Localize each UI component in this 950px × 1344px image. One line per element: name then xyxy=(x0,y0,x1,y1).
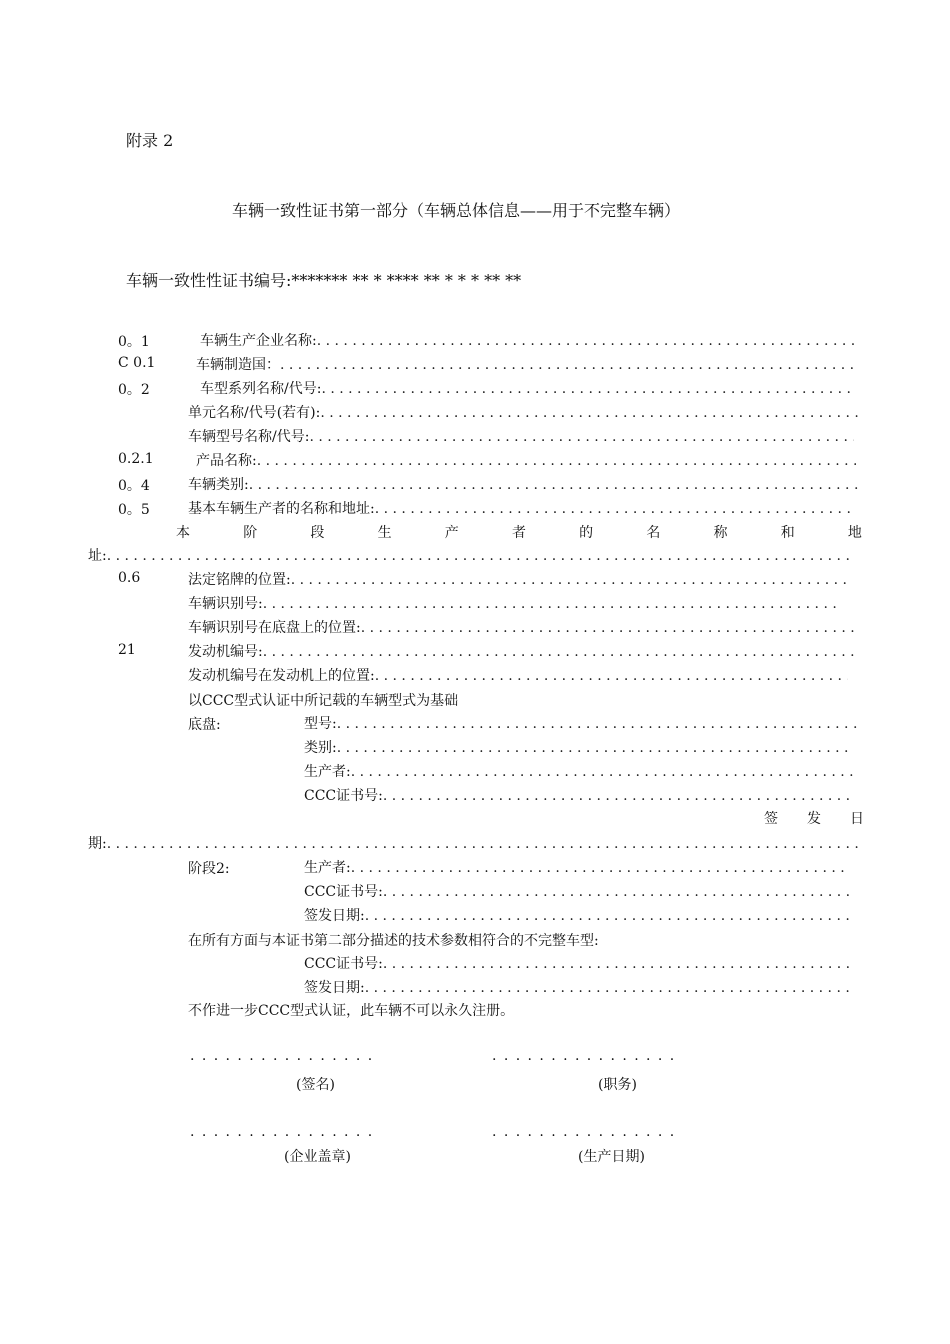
field-label: 型号: xyxy=(304,716,337,732)
leader-dots xyxy=(365,978,854,998)
spread-char: 阶 xyxy=(243,525,258,541)
field-vin-location xyxy=(188,618,860,638)
registration-note: 不作进一步CCC型式认证，此车辆不可以永久注册。 xyxy=(188,1003,515,1019)
spread-char: 签 xyxy=(764,811,778,827)
field-label: 发动机编号: xyxy=(188,644,263,660)
leader-dots xyxy=(337,714,860,734)
field-country-of-manufacture xyxy=(196,355,856,375)
leader-dots xyxy=(263,642,854,662)
leader-dots xyxy=(280,355,856,375)
leader-dots xyxy=(383,882,854,902)
row-number: 0.6 xyxy=(118,570,141,586)
spread-char: 生 xyxy=(377,525,392,541)
ccc-basis-text: 以CCC型式认证中所记载的车辆型式为基础 xyxy=(188,693,459,709)
leader-dots xyxy=(375,666,848,686)
position-line: ................ xyxy=(492,1048,682,1064)
field-vehicle-category xyxy=(188,475,860,495)
spread-char: 本 xyxy=(176,525,190,541)
production-date-caption: (生产日期) xyxy=(578,1149,645,1165)
spread-char: 地 xyxy=(847,525,862,541)
field-label: 车辆制造国： xyxy=(196,357,280,373)
field-unit-name xyxy=(188,403,860,423)
field-model-series xyxy=(200,379,854,399)
leader-dots xyxy=(291,570,848,590)
signature-caption: (签名) xyxy=(296,1077,335,1093)
leader-dots xyxy=(257,451,856,471)
row-number: C 0.1 xyxy=(118,355,156,371)
field-label: 法定铭牌的位置: xyxy=(188,572,291,588)
field-nameplate-location xyxy=(188,570,848,590)
spread-char: 者 xyxy=(511,525,526,541)
spread-char: 段 xyxy=(310,525,325,541)
field-stage2-maker xyxy=(304,858,850,878)
field-conformity-issue-date xyxy=(304,978,854,998)
field-chassis-category xyxy=(304,738,854,758)
field-label: 单元名称/代号(若有): xyxy=(188,405,321,421)
row-number: 0。2 xyxy=(118,382,150,398)
field-label: 车型系列名称/代号: xyxy=(200,381,322,397)
field-vin xyxy=(188,594,836,614)
field-label: CCC证书号: xyxy=(304,788,383,804)
field-engine-number xyxy=(188,642,854,662)
leader-dots xyxy=(317,331,856,351)
leader-dots xyxy=(351,762,856,782)
leader-dots xyxy=(337,738,854,758)
field-label: 生产者: xyxy=(304,860,351,876)
field-chassis-ccc xyxy=(304,786,854,806)
field-label: 期: xyxy=(88,836,107,852)
issue-date-spread xyxy=(764,808,864,828)
field-label: 车辆识别号在底盘上的位置: xyxy=(188,620,361,636)
field-stage-manufacturer-spread xyxy=(176,522,862,542)
leader-dots xyxy=(383,786,854,806)
row-number: 21 xyxy=(118,642,136,658)
field-chassis-model xyxy=(304,714,860,734)
row-number: 0。5 xyxy=(118,502,150,518)
production-date-line: ................ xyxy=(492,1124,682,1140)
leader-dots xyxy=(375,499,850,519)
appendix-label: 附录 2 xyxy=(126,131,174,150)
field-label: 车辆型号名称/代号: xyxy=(188,429,310,445)
spread-char: 发 xyxy=(807,811,821,827)
field-label: 址: xyxy=(88,548,107,564)
field-address-continuation xyxy=(88,546,850,566)
leader-dots xyxy=(263,594,836,614)
spread-char: 称 xyxy=(713,525,728,541)
seal-caption: (企业盖章) xyxy=(284,1149,351,1165)
leader-dots xyxy=(361,618,860,638)
field-label: CCC证书号: xyxy=(304,956,383,972)
field-product-name xyxy=(196,451,856,471)
spread-char: 日 xyxy=(850,811,864,827)
field-label: 类别: xyxy=(304,740,337,756)
field-label: 车辆生产企业名称: xyxy=(200,333,317,349)
certificate-number: 车辆一致性性证书编号:******* ** * **** ** * * * ** ** xyxy=(126,271,522,290)
conformity-statement: 在所有方面与本证书第二部分描述的技术参数相符合的不完整车型: xyxy=(188,933,599,949)
field-conformity-ccc xyxy=(304,954,854,974)
field-label: 签发日期: xyxy=(304,980,365,996)
field-label: 生产者: xyxy=(304,764,351,780)
field-stage2-issue-date xyxy=(304,906,850,926)
leader-dots xyxy=(321,379,854,399)
spread-char: 产 xyxy=(444,525,459,541)
field-engine-number-location xyxy=(188,666,848,686)
leader-dots xyxy=(107,546,850,566)
field-stage2-ccc xyxy=(304,882,854,902)
field-label: 签发日期: xyxy=(304,908,365,924)
field-label: 产品名称: xyxy=(196,453,257,469)
stage2-label: 阶段2: xyxy=(188,861,230,877)
leader-dots xyxy=(249,475,860,495)
position-caption: (职务) xyxy=(598,1077,637,1093)
leader-dots xyxy=(320,403,860,423)
leader-dots xyxy=(365,906,850,926)
field-chassis-maker xyxy=(304,762,856,782)
spread-char: 名 xyxy=(646,525,661,541)
leader-dots xyxy=(351,858,850,878)
field-base-vehicle-manufacturer xyxy=(188,499,850,519)
spread-char: 和 xyxy=(780,525,795,541)
leader-dots xyxy=(309,427,854,447)
signature-line: ................ xyxy=(190,1048,380,1064)
field-issue-date-continuation xyxy=(88,834,860,854)
row-number: 0。1 xyxy=(118,334,150,350)
field-vehicle-model xyxy=(188,427,854,447)
field-label: 发动机编号在发动机上的位置: xyxy=(188,668,375,684)
spread-char: 的 xyxy=(579,525,594,541)
field-label: 基本车辆生产者的名称和地址: xyxy=(188,501,375,517)
seal-line: ................ xyxy=(190,1124,380,1140)
field-label: 车辆识别号: xyxy=(188,596,263,612)
document-title: 车辆一致性证书第一部分（车辆总体信息——用于不完整车辆） xyxy=(232,201,681,220)
leader-dots xyxy=(107,834,860,854)
row-number: 0。4 xyxy=(118,478,150,494)
field-label: 车辆类别: xyxy=(188,477,249,493)
field-label: CCC证书号: xyxy=(304,884,383,900)
field-manufacturer-name xyxy=(200,331,856,351)
chassis-label: 底盘: xyxy=(188,717,221,733)
leader-dots xyxy=(383,954,854,974)
row-number: 0.2.1 xyxy=(118,451,154,467)
